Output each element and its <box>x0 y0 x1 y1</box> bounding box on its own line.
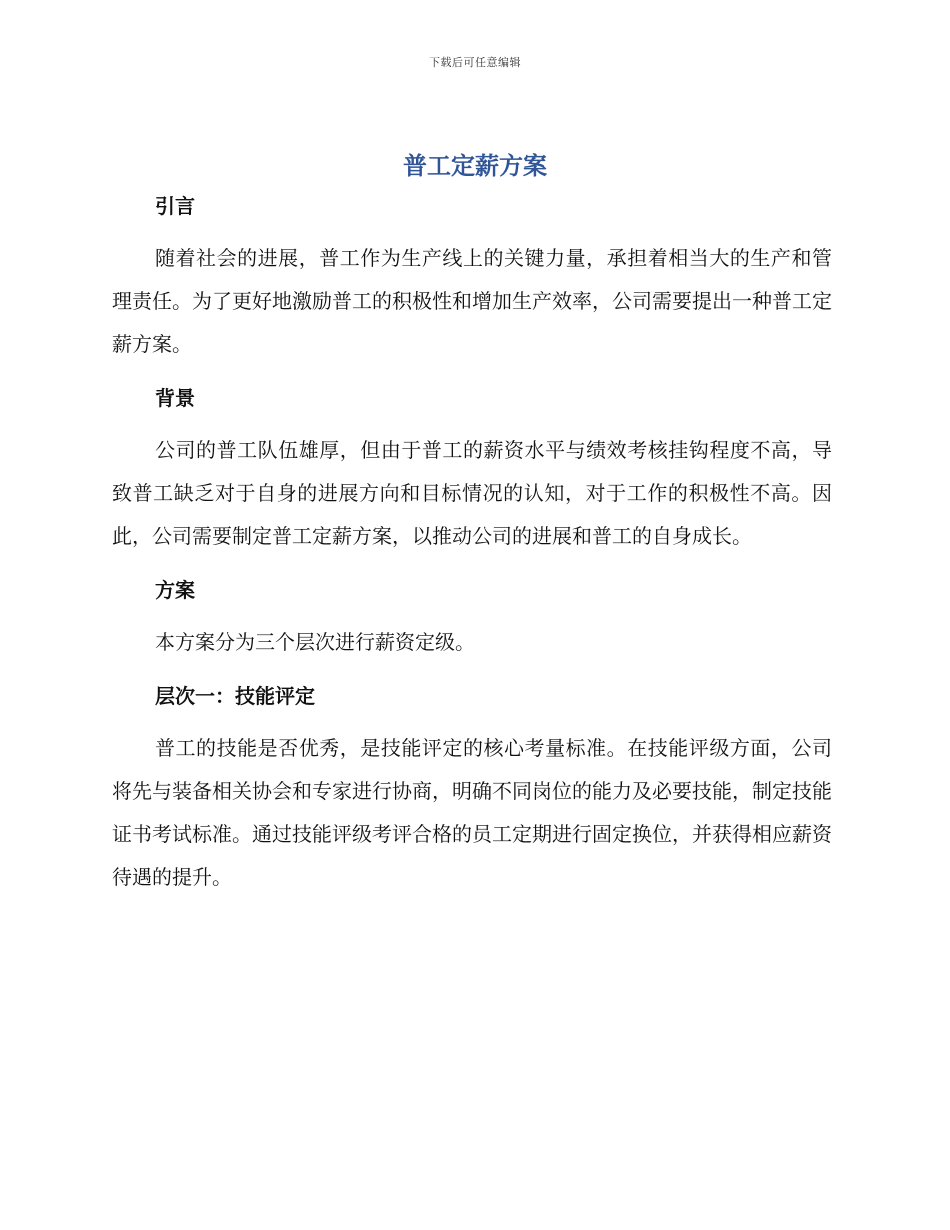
section-heading: 层次一：技能评定 <box>155 684 315 708</box>
section-background <box>112 378 832 570</box>
section-paragraph: 普工的技能是否优秀，是技能评定的核心考量标准。在技能评级方面，公司将先与装备相关协会和专家进行协商，明确不同岗位的能力及必要技能，制定技能证书考试标准。通过技能评级考评合格的员工定期进行固定换位，并获得相应薪资待遇的提升。 <box>112 736 832 889</box>
header-note: 下载后可任意编辑 <box>429 56 521 69</box>
document-title: 普工定薪方案 <box>403 152 547 180</box>
section-paragraph: 本方案分为三个层次进行薪资定级。 <box>155 630 475 654</box>
section-level-one <box>112 676 832 899</box>
section-heading: 方案 <box>155 578 195 602</box>
section-paragraph: 公司的普工队伍雄厚，但由于普工的薪资水平与绩效考核挂钩程度不高，导致普工缺乏对于自身的进展方向和目标情况的认知，对于工作的积极性不高。因此，公司需要制定普工定薪方案，以推动公司的进展和普工的自身成长。 <box>112 438 832 548</box>
section-paragraph: 随着社会的进展，普工作为生产线上的关键力量，承担着相当大的生产和管理责任。为了更好地激励普工的积极性和增加生产效率，公司需要提出一种普工定薪方案。 <box>112 246 832 356</box>
section-heading: 背景 <box>155 386 195 410</box>
section-plan <box>112 570 832 676</box>
document-body <box>112 186 832 899</box>
section-introduction <box>112 186 832 378</box>
section-heading: 引言 <box>155 194 195 218</box>
